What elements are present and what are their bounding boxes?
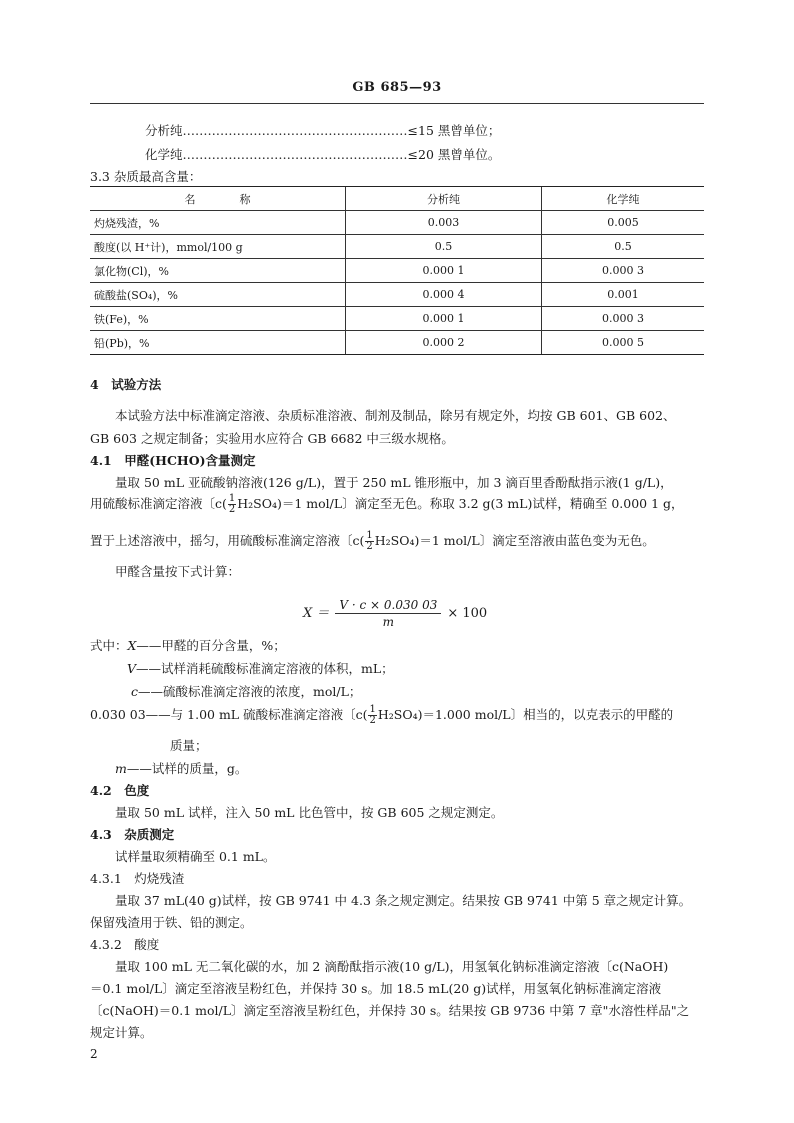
section-4-3-2-line2: ＝0.1 mol/L〕滴定至溶液呈粉红色，并保持 30 s。加 18.5 mL(20 g)试样，用氢氧化钠标准滴定溶液 <box>90 981 662 996</box>
section-4-1-line1: 量取 50 mL 亚硫酸钠溶液(126 g/L)，置于 250 mL 锥形瓶中，加 3 滴百里香酚酞指示液(1 g/L)， <box>115 475 673 490</box>
table-row <box>90 211 704 235</box>
table-row <box>90 307 704 331</box>
table-cell: 0.000 2 <box>346 331 542 355</box>
table-cell: 0.000 3 <box>542 307 705 331</box>
where-label: 式中： <box>90 638 128 653</box>
table-row <box>90 259 704 283</box>
purity-label: 化学纯 <box>145 147 183 162</box>
section-4-3-2-heading: 4.3.2 酸度 <box>90 937 160 952</box>
table-row <box>90 283 704 307</box>
section-4-1-heading: 4.1 甲醛(HCHO)含量测定 <box>90 453 256 468</box>
table-header-row <box>90 187 704 211</box>
section-4-3-2-line4: 规定计算。 <box>90 1025 153 1040</box>
table-cell: 0.000 1 <box>346 307 542 331</box>
section-4-2-heading: 4.2 色度 <box>90 783 150 798</box>
purity-value: ≤20 黑曾单位。 <box>407 147 501 162</box>
section-4-intro-line2: GB 603 之规定制备；实验用水应符合 GB 6682 中三级水规格。 <box>90 431 454 446</box>
table-cell: 0.000 5 <box>542 331 705 355</box>
purity-label: 分析纯 <box>145 123 183 138</box>
where-line-c: c——硫酸标准滴定溶液的浓度，mol/L； <box>131 684 362 699</box>
fraction-one-half: $\frac{1}{2}$ <box>228 493 236 515</box>
table-cell: 铅(Pb)，% <box>90 331 346 355</box>
where-line-x: 式中：X——甲醛的百分含量，%； <box>90 638 286 653</box>
section-4-2-text: 量取 50 mL 试样，注入 50 mL 比色管中，按 GB 605 之规定测定。 <box>115 805 504 820</box>
table-cell: 灼烧残渣，% <box>90 211 346 235</box>
section-4-1-line3: 置于上述溶液中，摇匀，用硫酸标准滴定溶液〔c( $\frac{1}{2}$ H₂SO₄)＝1 mol/L〕滴定至溶液由蓝色变为无色。 <box>90 530 655 552</box>
table-cell: 0.005 <box>542 211 705 235</box>
section-4-3-2-line3: 〔c(NaOH)＝0.1 mol/L〕滴定至溶液呈粉红色，并保持 30 s。结果按 GB 9736 中第 7 章"水溶性样品"之 <box>90 1003 690 1018</box>
calc-intro: 甲醛含量按下式计算： <box>115 564 241 579</box>
fraction-one-half: $\frac{1}{2}$ <box>369 704 376 726</box>
section-4-3-text: 试样量取须精确至 0.1 mL。 <box>115 849 276 864</box>
fraction-one-half: $\frac{1}{2}$ <box>366 530 373 552</box>
purity-spec-2: 化学纯………………………………………………≤20 黑曾单位。 <box>145 147 501 162</box>
purity-value: ≤15 黑曾单位； <box>407 123 501 138</box>
document-header: GB 685—93 <box>352 80 442 95</box>
table-cell: 0.5 <box>542 235 705 259</box>
table-cell: 0.003 <box>346 211 542 235</box>
section-4-heading: 4 试验方法 <box>90 377 162 392</box>
section-3-3-heading: 3.3 杂质最高含量： <box>90 169 202 184</box>
table-row <box>90 235 704 259</box>
header-rule <box>90 103 704 104</box>
page-number: 2 <box>90 1047 98 1061</box>
where-line-v: V——试样消耗硫酸标准滴定溶液的体积，mL； <box>127 661 394 676</box>
where-line-coef-cont: 质量； <box>170 738 208 753</box>
where-line-coef: 0.030 03——与 1.00 mL 硫酸标准滴定溶液〔c( $\frac{1}{2}$ H₂SO₄)＝1.000 mol/L〕相当的，以克表示的甲醛的 <box>90 704 674 726</box>
formula-rhs: × 100 <box>447 606 488 621</box>
table-row <box>90 331 704 355</box>
formula <box>303 598 487 630</box>
purity-spec-1: 分析纯………………………………………………≤15 黑曾单位； <box>145 123 501 138</box>
section-4-3-2-line1: 量取 100 mL 无二氧化碳的水，加 2 滴酚酞指示液(10 g/L)，用氢氧化钠标准滴定溶液〔c(NaOH) <box>115 959 669 974</box>
section-4-1-line2: 用硫酸标准滴定溶液〔c( $\frac{1}{2}$ H₂SO₄)＝1 mol/L〕滴定至无色。称取 3.2 g(3 mL)试样，精确至 0.000 1 g， <box>90 493 684 515</box>
table-cell: 铁(Fe)，% <box>90 307 346 331</box>
table-cell: 硫酸盐(SO₄)，% <box>90 283 346 307</box>
table-cell: 0.001 <box>542 283 705 307</box>
formula-fraction: $\frac{V \cdot c \times 0.030 03}{m}$ <box>335 599 441 628</box>
table-cell: 氯化物(Cl)，% <box>90 259 346 283</box>
section-4-3-1-heading: 4.3.1 灼烧残渣 <box>90 871 185 886</box>
table-header-name: 名 称 <box>90 187 346 211</box>
table-cell: 0.5 <box>346 235 542 259</box>
table-cell: 酸度(以 H⁺计)，mmol/100 g <box>90 235 346 259</box>
table-header-ar: 分析纯 <box>346 187 542 211</box>
section-4-3-1-line1: 量取 37 mL(40 g)试样，按 GB 9741 中 4.3 条之规定测定。结果按 GB 9741 中第 5 章之规定计算。 <box>115 893 692 908</box>
impurity-table <box>90 186 704 355</box>
table-cell: 0.000 3 <box>542 259 705 283</box>
section-4-3-heading: 4.3 杂质测定 <box>90 827 175 842</box>
section-4-intro-line1: 本试验方法中标准滴定溶液、杂质标准溶液、制剂及制品，除另有规定外，均按 GB 601、GB 602、 <box>115 408 676 423</box>
table-cell: 0.000 1 <box>346 259 542 283</box>
formula-lhs: X ＝ <box>303 606 330 621</box>
section-4-3-1-line2: 保留残渣用于铁、铅的测定。 <box>90 915 253 930</box>
table-cell: 0.000 4 <box>346 283 542 307</box>
where-line-m: m——试样的质量，g。 <box>115 761 248 776</box>
table-header-cp: 化学纯 <box>542 187 705 211</box>
